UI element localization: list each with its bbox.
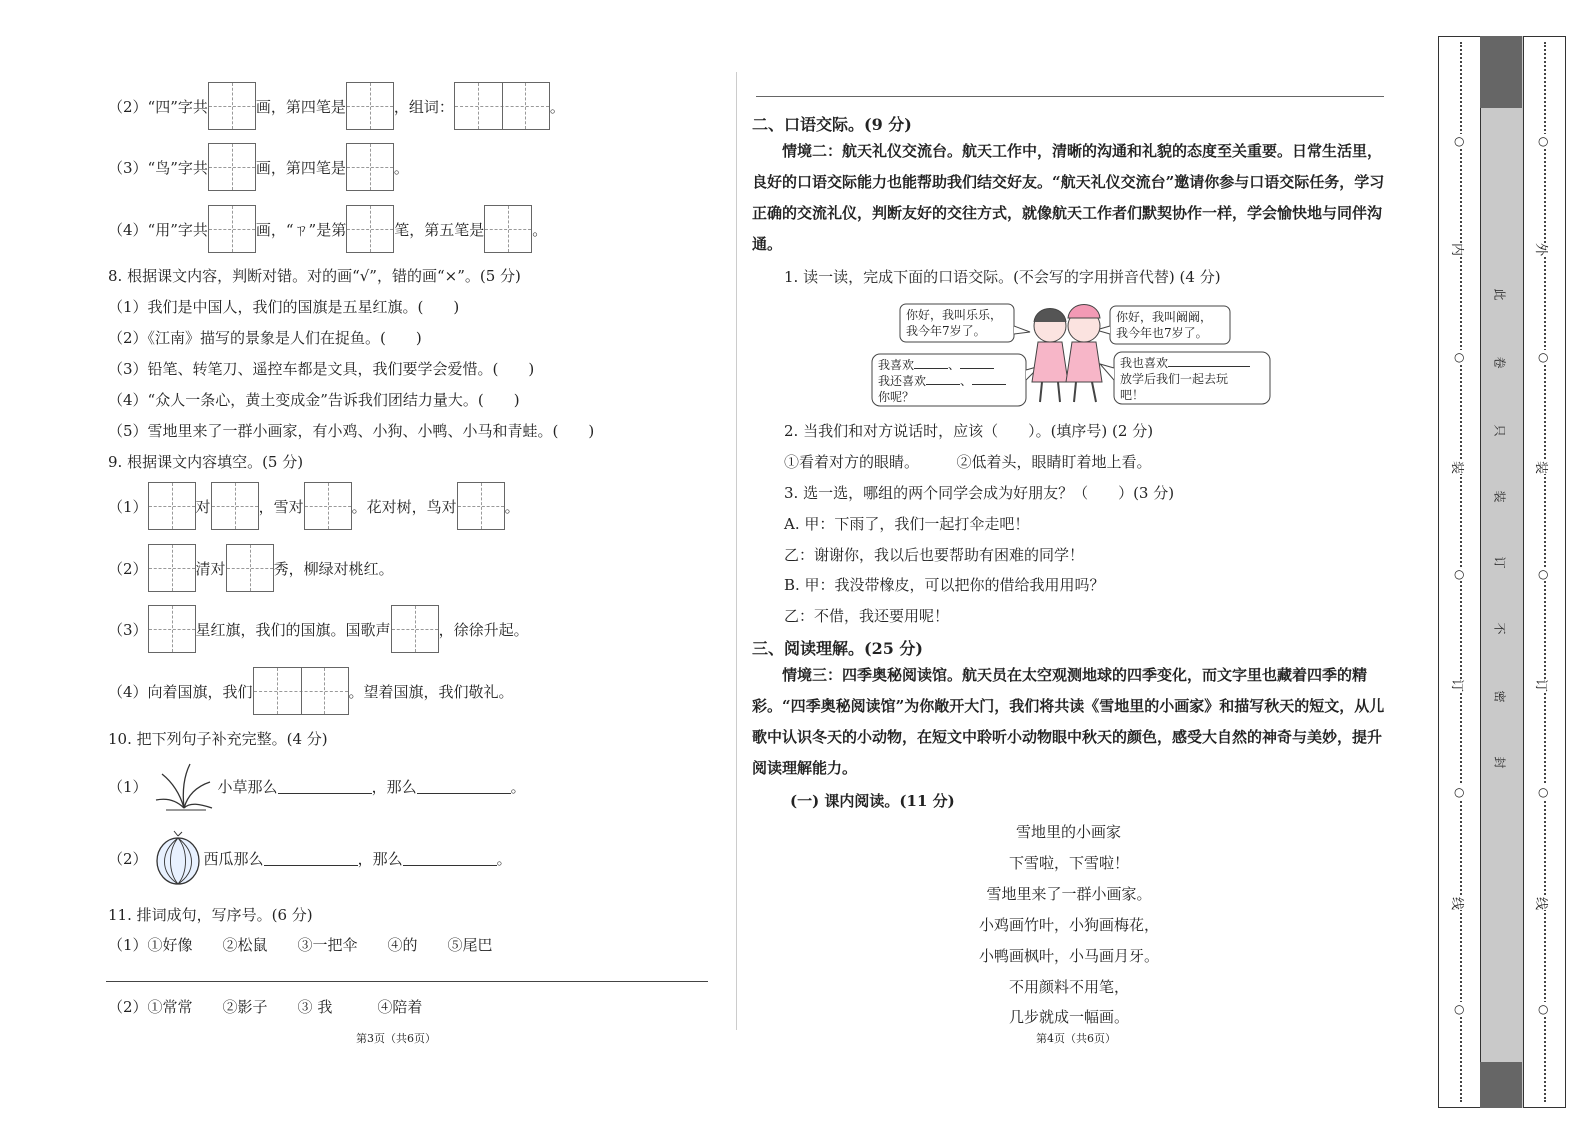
q8-title: 8. 根据课文内容，判断对错。对的画“√”，错的画“×”。(5 分) [108, 267, 521, 285]
inner-binding-label: 装 [1449, 461, 1468, 474]
gray-band-top [1480, 36, 1522, 108]
outer-binding-label: 线 [1533, 897, 1552, 910]
binding-notice-char: 只 [1492, 424, 1507, 437]
section-3-title: 三、阅读理解。(25 分) [752, 639, 923, 658]
q8-item: （4）“众人一条心，黄土变成金”告诉我们团结力量大。( ) [108, 391, 520, 409]
poem-line: 几步就成一幅画。 [1008, 1008, 1130, 1026]
s2-option-b-line1: B. 甲：我没带橡皮，可以把你的借给我用用吗？ [784, 576, 1105, 594]
answer-line[interactable] [106, 981, 708, 982]
bubble-text: 放学后我们一起去玩 [1120, 372, 1229, 386]
bubble-text: 你好，我叫阚阚， [1116, 310, 1213, 324]
section-3-intro: 情境三：四季奥秘阅读馆。航天员在太空观测地球的四季变化，而文字里也藏着四季的精彩。“四季奥秘阅读馆”为你敞开大门，我们将共读《雪地里的小画家》和描写秋天的短文，从儿歌中认识冬天的小动物，在短文中聆听小动物眼中秋天的颜色，感受大自然的神奇与美妙，提升阅读理解能力。 [752, 666, 1385, 777]
page-footer-right: 第4页（共6页） [1036, 1032, 1116, 1045]
q10-title: 10. 把下列句子补充完整。(4 分) [108, 730, 328, 748]
q8-item: （3）铅笔、转笔刀、遥控车都是文具，我们要学会爱惜。( ) [108, 360, 535, 378]
hole-marker: ○ [1538, 350, 1549, 364]
char-box[interactable] [346, 82, 394, 130]
q11-item-1: （1）①好像 ②松鼠 ③一把伞 ④的 ⑤尾巴 [108, 936, 493, 954]
char-box[interactable] [211, 482, 259, 530]
q9-item-1: （1） 对 ，雪对 。花对树，鸟对 。 [108, 482, 520, 530]
s2-question-3: 3. 选一选，哪组的两个同学会成为好朋友？（ ）(3 分) [784, 484, 1175, 502]
s3-subsection-title: (一) 课内阅读。(11 分) [790, 792, 955, 810]
char-box[interactable] [208, 143, 256, 191]
char-box[interactable] [208, 205, 256, 253]
fill-blank[interactable] [1168, 355, 1250, 367]
binding-notice-char: 封 [1492, 756, 1507, 769]
outer-binding-label: 订 [1533, 679, 1552, 692]
s2-question-2-options: ①看着对方的眼睛。 ②低着头，眼睛盯着地上看。 [784, 453, 1152, 471]
fill-blank[interactable] [972, 373, 1006, 385]
fill-blank[interactable] [264, 851, 358, 866]
bubble-text: 你好，我叫乐乐， [906, 308, 1003, 322]
inner-binding-label: 订 [1449, 679, 1468, 692]
q10-item-2: （2） 西瓜那么 ，那么 。 [108, 830, 512, 886]
hole-marker: ○ [1454, 1002, 1465, 1016]
bubble-text: 你呢？ [878, 390, 915, 404]
outer-binding-label: 外 [1533, 243, 1552, 256]
hole-marker: ○ [1538, 134, 1549, 148]
top-rule [756, 96, 1384, 97]
char-box[interactable] [391, 605, 439, 653]
fill-blank[interactable] [403, 851, 497, 866]
binding-notice-char: 订 [1492, 556, 1507, 569]
bubble-text: 我喜欢 [878, 358, 915, 372]
fill-blank[interactable] [278, 779, 372, 794]
poem-line: 雪地里来了一群小画家。 [986, 885, 1152, 903]
hole-marker: ○ [1454, 134, 1465, 148]
char-box[interactable] [346, 143, 394, 191]
hole-marker: ○ [1538, 1002, 1549, 1016]
s2-question-1: 1. 读一读，完成下面的口语交际。(不会写的字用拼音代替) (4 分) [784, 268, 1221, 286]
q9-title: 9. 根据课文内容填空。(5 分) [108, 453, 304, 471]
q11-item-2: （2）①常常 ②影子 ③ 我 ④陪着 [108, 998, 423, 1016]
q8-item: （5）雪地里来了一群小画家，有小鸡、小狗、小鸭、小马和青蛙。( ) [108, 422, 595, 440]
bubble-text: 我还喜欢 [878, 374, 927, 388]
hole-marker: ○ [1538, 567, 1549, 581]
grass-icon [154, 760, 216, 812]
poem-line: 小鸭画枫叶，小马画月牙。 [978, 947, 1160, 965]
poem-line: 小鸡画竹叶，小狗画梅花， [978, 916, 1160, 934]
q10-item-1: （1） 小草那么 ，那么 。 [108, 760, 526, 812]
hole-marker: ○ [1454, 350, 1465, 364]
q7-item-3: （3）“鸟”字共 画，第四笔是 。 [108, 143, 409, 191]
hole-marker: ○ [1538, 785, 1549, 799]
char-box[interactable] [346, 205, 394, 253]
binding-notice-char: 此 [1492, 288, 1507, 301]
poem-line: 不用颜料不用笔， [1008, 978, 1130, 996]
char-box[interactable] [148, 482, 196, 530]
gray-band-bottom [1480, 1062, 1522, 1108]
outer-binding-label: 装 [1533, 461, 1552, 474]
char-box[interactable] [304, 482, 352, 530]
s2-option-b-line2: 乙：不借，我还要用呢！ [784, 607, 950, 625]
s2-option-a-line1: A. 甲：下雨了，我们一起打伞走吧！ [784, 515, 1030, 533]
q8-item: （1）我们是中国人，我们的国旗是五星红旗。( ) [108, 298, 460, 316]
dialogue-illustration: 你好，我叫乐乐， 我今年7岁了。 你好，我叫阚阚， 我今年也7岁了。 我喜欢 、 我还喜欢 、 你呢？ 我也喜欢 放学后我们一起去玩 吧！ [870, 296, 1274, 410]
char-box[interactable] [226, 544, 274, 592]
char-box[interactable] [484, 205, 532, 253]
inner-binding-label: 线 [1449, 897, 1468, 910]
word-box[interactable] [253, 667, 349, 715]
binding-strip [1438, 36, 1568, 1108]
binding-notice-char: 装 [1492, 490, 1507, 503]
fill-blank[interactable] [914, 357, 948, 369]
fill-blank[interactable] [417, 779, 511, 794]
gray-band [1480, 36, 1524, 1108]
s2-question-2: 2. 当我们和对方说话时，应该（ ）。(填序号) (2 分) [784, 422, 1154, 440]
char-box[interactable] [148, 544, 196, 592]
binding-notice-char: 密 [1492, 690, 1507, 703]
column-divider [736, 72, 737, 1030]
q9-item-3: （3） 星红旗，我们的国旗。国歌声 ，徐徐升起。 [108, 605, 529, 653]
q11-title: 11. 排词成句，写序号。(6 分) [108, 906, 313, 924]
watermelon-icon [154, 830, 202, 886]
q9-item-4: （4）向着国旗，我们 。望着国旗，我们敬礼。 [108, 667, 514, 715]
fill-blank[interactable] [926, 373, 960, 385]
page-footer-left: 第3页（共6页） [356, 1032, 436, 1045]
hole-marker: ○ [1454, 567, 1465, 581]
section-2-intro: 情境二：航天礼仪交流台。航天工作中，清晰的沟通和礼貌的态度至关重要。日常生活里，良好的口语交际能力也能帮助我们结交好友。“航天礼仪交流台”邀请你参与口语交际任务，学习正确的交流礼仪，判断友好的交往方式，就像航天工作者们默契协作一样，学会愉快地与同伴沟通。 [752, 142, 1385, 253]
binding-notice-char: 不 [1492, 622, 1507, 635]
poem-title: 雪地里的小画家 [1016, 823, 1122, 841]
bubble-text: 我今年7岁了。 [906, 324, 986, 338]
q7-item-2: （2）“四”字共 画，第四笔是 ，组词： 。 [108, 82, 565, 130]
hole-marker: ○ [1454, 785, 1465, 799]
char-box[interactable] [148, 605, 196, 653]
word-box[interactable] [454, 82, 550, 130]
q9-item-2: （2） 清对 秀，柳绿对桃红。 [108, 544, 394, 592]
poem-line: 下雪啦，下雪啦！ [1008, 854, 1130, 872]
section-2-title: 二、口语交际。(9 分) [752, 115, 912, 134]
inner-binding-label: 内 [1449, 243, 1468, 256]
bubble-text: 我也喜欢 [1120, 356, 1169, 370]
bubble-text: 我今年也7岁了。 [1116, 326, 1208, 340]
bubble-text: 吧！ [1120, 388, 1145, 402]
q8-item: （2）《江南》描写的景象是人们在捉鱼。( ) [108, 329, 422, 347]
binding-notice-char: 卷 [1492, 356, 1507, 369]
q7-item-4: （4）“用”字共 画，“ㄗ”是第 笔，第五笔是 。 [108, 205, 547, 253]
fill-blank[interactable] [960, 357, 994, 369]
char-box[interactable] [208, 82, 256, 130]
s2-option-a-line2: 乙：谢谢你，我以后也要帮助有困难的同学！ [784, 546, 1085, 564]
char-box[interactable] [457, 482, 505, 530]
